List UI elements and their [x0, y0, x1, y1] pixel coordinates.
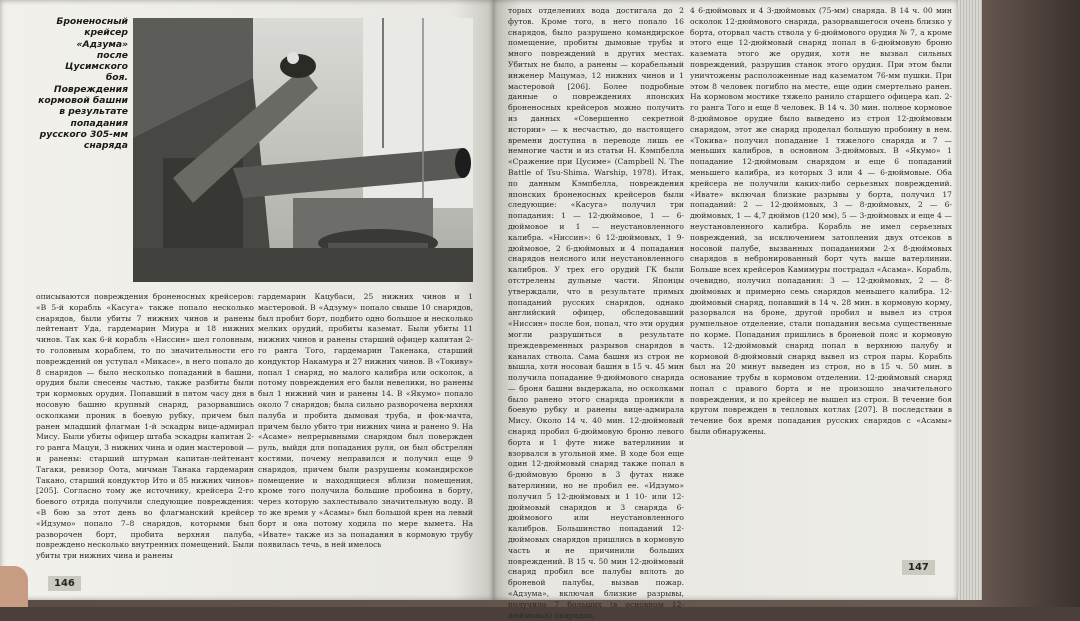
left-page-column-1: [36, 292, 254, 592]
left-page-column-2: [258, 292, 473, 592]
page-number-left: 146: [48, 576, 81, 591]
body-text: описываются повреждения броненосных крейсеров: «В 5-й корабль «Касуга» также попало несколько снарядов, были убиты 7 нижних чинов и ранены лейтенант Уда, гардемарин Миура и 18 нижних чинов. Так как 6-й корабль «Ниссин» шел головным, то головным кораблем, то по значительности его повреждений он уступал «Микасе», в него попало до 8 снарядов — было несколько попаданий в башни, орудия были снесены частью, также разбиты были три кормовых орудия. Попавший в пятом часу дня в носовую башню крупный снаряд, разорвавшись осколками проник в боевую рубку, причем был ранен младший флагман 1-й эскадры вице-адмирал Мису. Были убиты офицер штаба эскадры капитан 2-го ранга Мацуи, 3 нижних чина и один мастеровой — и ранены: старший штурман капитан-лейтенант Тагаки, ревизор Оота, мичман Танака гардемарин Такано, старший кондуктор Ито и 85 нижних чинов» [205]. Согласно тому же источнику, крейсера 2-го боевого отряда получили следующие повреждения: «В бою за этот день во флагманский крейсер «Идзумо» попало 7–8 снарядов, которыми был разворочен борт, пробита верхняя палуба, повреждено несколько внутренних помещений. Были убиты три нижних чина и ранены: [36, 292, 254, 561]
page-edges: [958, 0, 982, 600]
thumb: [0, 566, 28, 607]
right-page-column-1: [508, 6, 684, 620]
body-text: 4 6-дюймовых и 4 3-дюймовых (75-мм) снаряда. В 14 ч. 00 мин осколок 12-дюймового снаряда, разорвавшегося очень близко у борта, оторвал часть ствола у 6-дюймового орудия № 7, а кроме этого еще 12-дюймовый снаряд попал в 6-дюймовую броню каземата этого же орудия, хотя не вызвал сильных повреждений, разрушив станок этого орудия. При этом были уничтожены расположенные над казематом 76-мм пушки. При этом 8 человек погибло на месте, еще один смертельно ранен. На кормовом мостике тяжело ранило старшего офицера кап. 2-го ранга Того и еще 8 человек. В 14 ч. 30 мин. полное кормовое 8-дюймовое орудие было выведено из строя 12-дюймовым снарядом, этот же снаряд проделал большую пробоину в нем. «Токива» получил попадание 1 тяжелого снаряда и 7 — меньших калибров, в основном 3-дюймовых. В «Якумо» 1 попадание 12-дюймовым снарядом и еще 6 попаданий меньшего калибра, из которых 3 или 4 — 6-дюймовые. Оба крейсера не получили каких-либо серьезных повреждений. «Ивате» включая близкие разрывы у борта, получил 17 попаданий: 2 — 12-дюймовых, 3 — 8-дюймовых, 2 — 6-дюймовых, 1 — 4,7 дюймов (120 мм), 5 — 3-дюймовых и еще 4 — неустановленного калибра. Корабль не имел серьезных повреждений, за исключением затопления двух отсеков в носовой палубе, вызванных попаданиями 2-х 8-дюймовых снарядов в небронированный борт чуть выше ватерлинии. Больше всех крейсеров Камимуры пострадал «Асама». Корабль, очевидно, получил попадания: 3 — 12-дюймовых, 2 — 8-дюймовых и примерно семь снарядов меньшего калибра. 12-дюймовый снаряд, попавший в 14 ч. 28 мин. в кормовую корму, разорвался на броне, другой пробил и вывел из строя румпельное отделение, стали попадания весьма существенные по корме. Попадания пришлись в броневой пояс и кормовую часть. 12-дюймовый снаряд попал в верхнюю палубу и кормовой 8-дюймовый снаряд вывел из строя пары. Корабль был на 20 минут выведен из строя, но в 15 ч. 50 мин. в основание трубы в кормовом отделении. 12-дюймовый снаряд попал с правого борта и не произошло значительного повреждения, и по крейсер не вышел из строя. В течение боя кругом поврежден в тепловых котлах [207]. В последствии в течение боя время попадания русских снарядов с «Асамы» были обнаружены.: [690, 6, 952, 437]
right-page-column-2: [690, 6, 952, 566]
warship-turret-image: [133, 18, 473, 282]
body-text: торых отделениях вода достигала до 2 футов. Кроме того, в него попало 16 снарядов, было разрушено командирское помещение, пробиты дымовые трубы и много повреждений в других местах. Убитых не было, а ранены — корабельный инженер Мацумаэ, 12 нижних чинов и 1 мастеровой [206]. Более подробные данные о повреждениях японских броненосных крейсеров можно получить из данных «Совершенно секретной истории» — к несчастью, до настоящего времени доступна в переводе лишь ее немногие части и из статьи Н. Кэмпбелла «Сражение при Цусиме» (Campbell N. The Battle of Tsu-Shima. Warship, 1978). Итак, по данным Кэмпбелла, повреждения японских броненосных крейсеров были следующие: «Касуга» получил три попадания: 1 — 12-дюймовое, 1 — 6-дюймовое и 1 — неустановленного калибра. «Ниссин»: 6 12-дюймовых, 1 9-дюймовое, 2 6-дюймовых и 4 попадания снарядов неясного или неустановленного калибров. У трех его орудий ГК были отстрелены дульные части. Японцы утверждали, что в результате прямых попаданий русских снарядов, однако английский офицер, обследовавший «Ниссин» после боя, попал, что эти орудия могли разрушиться в результате преждевременных разрывов снарядов в каналах ствола. Сама башня из строя не вышла, хотя носовая башня в 15 ч. 45 мин получила попадание 9-дюймового снаряда — броня башни выдержала, но осколками было ранено этого снаряда проникли в боевую рубку и ранены вице-адмирала Мису. Около 14 ч. 40 мин. 12-дюймовый снаряд пробил 6-дюймовую броню левого борта и 1 футе ниже ватерлинии и взорвался в угольной яме. В ходе боя еще один 12-дюймовый снаряд также попал в 6-дюймовую броню в 3 футах ниже ватерлинии, но не пробил ее. «Идзумо» получил 5 12-дюймовых и 1 10- или 12-дюймовый снарядов и 3 снаряда 6-дюймового или неустановленного калибров. Большинство попаданий 12-дюймовых снарядов пришлись в кормовую часть и не причинили больших повреждений. В 15 ч. 50 мин 12-дюймовый снаряд пробил все палубы вплоть до броневой палубы, вызвав пожар. «Адзума», включая близкие разрывы, получила 7 больших (в основном 12-дюймовых) снарядов,: [508, 6, 684, 620]
warship-photo: [133, 18, 473, 282]
body-text: гардемарин Кацубаси, 25 нижних чинов и 1 мастеровой. В «Адзуму» попало свыше 10 снарядов, был пробит борт, подбито одно большое и несколько мелких орудий, пробиты каземат. Были убиты 11 нижних чинов и ранены старший офицер капитан 2-го ранга Того, гардемарин Такенака, старший кондуктор Накамура и 27 нижних чинов. В «Токиву» попал 1 снаряд, но малого калибра или осколок, а потому повреждения его были невелики, но ранены был 1 нижний чин и ранены 14. В «Якумо» попало около 7 снарядов; была сильно разворочена верхняя палуба и пробита дымовая труба, и фок-мачта, причем было убито три нижних чина и ранено 9. На «Асаме» непрерывными снарядом был повержден руль, выйдя для попадания руля, он был обстрелян костями, почему неправился и получил еще 9 снарядов, причем были разрушены командирское помещение и находящиеся вблизи помещения, кроме того получила большие пробоина в борту, через которую захлестывало значительную воду. В то же время у «Асамы» был большой крен на левый борт и она потому ходила по мере вымета. На «Ивате» также из за попадания в кормовую трубу появилась течь, в ней имелось: [258, 292, 473, 550]
photo-caption: Броненосный крейсер «Адзума» после Цусимского боя. Повреждения кормовой башни в результате попадания русского 305-мм снаряда: [38, 16, 128, 152]
right-page: [493, 0, 958, 620]
page-number-right: 147: [902, 560, 935, 575]
left-page: [0, 0, 493, 600]
